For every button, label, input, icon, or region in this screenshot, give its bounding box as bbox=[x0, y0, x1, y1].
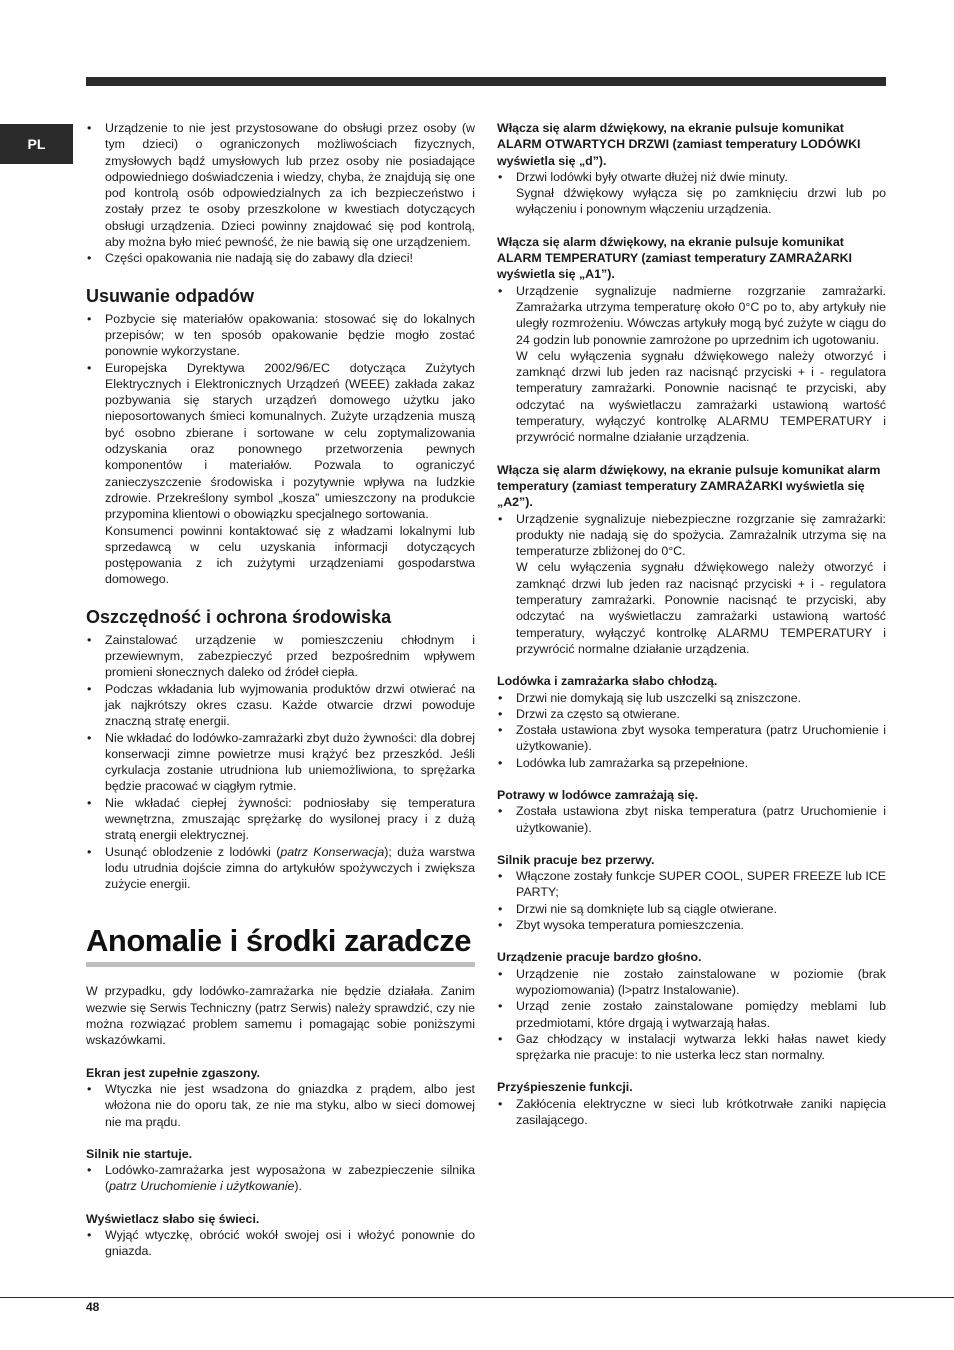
list-item: • Wyjąć wtyczkę, obrócić wokół swojej osi i włożyć ponownie do gniazda. bbox=[86, 1227, 475, 1260]
problem-solution-list bbox=[497, 283, 886, 446]
list-item-text: • Europejska Dyrektywa 2002/96/EC dotycząca Zużytych Elektrycznych i Elektronicznych Urządzeń (WEEE) zakłada zakaz pozbywania się starych urządzeń domowego użytku jako nieposortowanych śmieci komunalnych. Zużyte urządzenia muszą być osobno zbierane i sortowane w celu zoptymalizowania odzyskania oraz ponownego przetworzenia pewnych komponentów i materiałów. Pozwala to ograniczyć zanieczyszczenie środowiska i pozytywnie wpływa na ludzkie zdrowie. Przekreślony symbol „kosza” umieszczony na produkcie przypomina klientowi o obowiązku specjalnego sortowania. bbox=[105, 360, 475, 522]
list-item: • Podczas wkładania lub wyjmowania produktów drzwi otwierać na jak najkrótszy okres czasu. Każde otwarcie drzwi powoduje znaczną stratę energii. bbox=[86, 681, 475, 730]
cross-reference: patrz Uruchomienie i użytkowanie bbox=[109, 1179, 295, 1194]
problem-solution-list bbox=[497, 690, 886, 771]
list-item: • Została ustawiona zbyt niska temperatura (patrz Uruchomienie i użytkowanie). bbox=[497, 803, 886, 836]
problem-heading: Wyświetlacz słabo się świeci. bbox=[86, 1211, 260, 1226]
list-item: • Urządzenie to nie jest przystosowane do obsługi przez osoby (w tym dzieci) o ograniczonych możliwościach fizycznych, zmysłowych bądź umysłowych lub przez osoby nie posiadające odpowiedniego doświadczenia i wiedzy, chyba, że znajdują się one pod kontrolą osób odpowiedzialnych za ich bezpieczeństwo i zostały przez te osoby przeszkolone w kwestiach dotyczących obsługi urządzenia. Dzieci powinny znajdować się pod kontrolą, aby można było mieć pewność, że nie bawią się one urządzeniem. bbox=[86, 120, 475, 250]
section-heading-waste: Usuwanie odpadów bbox=[86, 285, 255, 306]
list-item: • Drzwi nie domykają się lub uszczelki są zniszczone. bbox=[497, 690, 886, 706]
list-item bbox=[86, 360, 475, 588]
top-rule bbox=[86, 77, 886, 86]
list-item: • Zbyt wysoka temperatura pomieszczenia. bbox=[497, 917, 886, 933]
list-item-continuation: Konsumenci powinni kontaktować się z władzami lokalnymi lub sprzedawcą w celu uzyskania informacji dotyczących postępowania z ich zużytymi urządzeniami gospodarstwa domowego. bbox=[105, 523, 475, 587]
list-item: • Została ustawiona zbyt wysoka temperatura (patrz Uruchomienie i użytkowanie). bbox=[497, 722, 886, 755]
list-item-text: • Drzwi lodówki były otwarte dłużej niż dwie minuty. bbox=[516, 169, 788, 184]
problem-solution-list bbox=[497, 868, 886, 933]
text-run: ); duża warstwa lodu utrudnia dojście zimna do artykułów spożywczych i zwiększa zużycie energii. bbox=[105, 844, 475, 892]
section-heading-saving: Oszczędność i ochrona środowiska bbox=[86, 606, 392, 627]
language-tab bbox=[0, 124, 73, 164]
list-item: • Wtyczka nie jest wsadzona do gniazdka z prądem, albo jest włożona nie do oporu tak, ze nie ma styku, albo w sieci domowej nie ma prądu. bbox=[86, 1081, 475, 1130]
list-item: • Gaz chłodzący w instalacji wytwarza lekki hałas nawet kiedy sprężarka nie pracuje: to nie usterka lecz stan normalny. bbox=[497, 1031, 886, 1064]
left-column bbox=[86, 120, 475, 1260]
page-number: 48 bbox=[86, 1300, 100, 1314]
saving-bullet-list bbox=[86, 632, 475, 893]
problem-heading: Włącza się alarm dźwiękowy, na ekranie pulsuje komunikat alarm temperatury (zamiast temperatury ZAMRAŻARKI wyświetla się „A2”). bbox=[497, 462, 881, 510]
list-item: • Zainstalować urządzenie w pomieszczeniu chłodnym i przewiewnym, zabezpieczyć przed bezpośrednim wpływem promieni słonecznych daleko od źródeł ciepła. bbox=[86, 632, 475, 681]
list-item-continuation: Sygnał dźwiękowy wyłącza się po zamknięciu drzwi lub po wyłączeniu i ponownym włączeniu urządzenia. bbox=[516, 186, 886, 217]
text-run: Usunąć oblodzenie z lodówki ( bbox=[105, 844, 281, 859]
problem-solution-list bbox=[497, 169, 886, 218]
troubleshooting-intro: W przypadku, gdy lodówko-zamrażarka nie będzie działała. Zanim wezwie się Serwis Techniczny (patrz Serwis) należy sprawdzić, czy nie można rozwiązać problem samemu i pomagając sobie poniższymi wskazówkami. bbox=[86, 984, 475, 1048]
text-run: ). bbox=[294, 1179, 302, 1194]
list-item bbox=[86, 844, 475, 893]
list-item: • Lodówka lub zamrażarka są przepełnione. bbox=[497, 755, 886, 771]
list-item-continuation: W celu wyłączenia sygnału dźwiękowego należy otworzyć i zamknąć drzwi lub jeden raz nacisnąć przyciski + i - regulatora temperatury zamrażarki. Ponownie nacisnąć te przyciski, aby odczytać na wyświetlaczu zamrażarki ustawioną wartość temperatury, wyłączyć kontrolkę ALARMU TEMPERATURY i przywrócić normalne działanie urządzenia. bbox=[516, 560, 886, 656]
problem-heading: Przyśpieszenie funkcji. bbox=[497, 1080, 633, 1095]
problem-solution-list bbox=[497, 1096, 886, 1129]
footer-rule bbox=[0, 1297, 954, 1298]
list-item-continuation: W celu wyłączenia sygnału dźwiękowego należy otworzyć i zamknąć drzwi lub jeden raz nacisnąć przyciski + i - regulatora temperatury zamrażarki. Ponownie nacisnąć te przyciski, aby odczytać na wyświetlaczu zamrażarki ustawioną wartość temperatury, wyłączyć kontrolkę ALARMU TEMPERATURY i przywrócić normalne działanie urządzenia. bbox=[516, 348, 886, 445]
problem-heading: Włącza się alarm dźwiękowy, na ekranie pulsuje komunikat ALARM TEMPERATURY (zamiast temperatury ZAMRAŻARKI wyświetla się „A1”). bbox=[497, 234, 852, 282]
problem-solution-list bbox=[86, 1162, 475, 1195]
list-item bbox=[86, 1162, 475, 1195]
list-item bbox=[497, 283, 886, 446]
list-item: • Części opakowania nie nadają się do zabawy dla dzieci! bbox=[86, 250, 475, 266]
problem-heading: Lodówka i zamrażarka słabo chłodzą. bbox=[497, 674, 718, 689]
list-item: • Włączone zostały funkcje SUPER COOL, SUPER FREEZE lub ICE PARTY; bbox=[497, 868, 886, 901]
problem-heading: Silnik nie startuje. bbox=[86, 1146, 193, 1161]
list-item: • Nie wkładać ciepłej żywności: podniosłaby się temperatura wewnętrzna, zmuszając sprężarkę do wysilonej pracy i z dużą stratą energii elektrycznej. bbox=[86, 795, 475, 844]
problem-heading: Urządzenie pracuje bardzo głośno. bbox=[497, 950, 702, 965]
problem-solution-list bbox=[497, 803, 886, 836]
problem-heading: Potrawy w lodówce zamrażają się. bbox=[497, 787, 699, 802]
list-item: • Zakłócenia elektryczne w sieci lub krótkotrwałe zaniki napięcia zasilającego. bbox=[497, 1096, 886, 1129]
waste-bullet-list bbox=[86, 311, 475, 588]
page-title: Anomalie i środki zaradcze bbox=[86, 922, 475, 967]
problem-solution-list bbox=[86, 1227, 475, 1260]
list-item: • Pozbycie się materiałów opakowania: stosować się do lokalnych przepisów; w ten sposób opakowanie będzie mogło zostać ponownie wykorzystane. bbox=[86, 311, 475, 360]
problem-heading: Ekran jest zupełnie zgaszony. bbox=[86, 1065, 260, 1080]
list-item: • Nie wkładać do lodówko-zamrażarki zbyt dużo żywności: dla dobrej konserwacji zimne powietrze musi krążyć bez przeszkód. Jeśli cyrkulacja zostanie utrudniona lub uniemożliwiona, to sprężarka będzie pracować w ciągłym rytmie. bbox=[86, 730, 475, 795]
list-item-text: • Urządzenie sygnalizuje niebezpieczne rozgrzanie się zamrażarki: produkty nie nadają się do spożycia. Zamrażalnik utrzyma się na temperaturze zbliżonej do 0°C. bbox=[516, 511, 886, 559]
text-run: Lodówko-zamrażarka jest wyposażona w zabezpieczenie silnika ( bbox=[105, 1163, 475, 1194]
list-item: • Urząd zenie zostało zainstalowane pomiędzy meblami lub przedmiotami, które drgają i wytwarzają hałas. bbox=[497, 998, 886, 1031]
problem-heading: Silnik pracuje bez przerwy. bbox=[497, 852, 655, 867]
list-item: • Drzwi nie są domknięte lub są ciągle otwierane. bbox=[497, 901, 886, 917]
problem-solution-list bbox=[497, 511, 886, 658]
list-item-text: • Urządzenie sygnalizuje nadmierne rozgrzanie zamrażarki. Zamrażarka utrzyma temperaturę około 0°C po to, aby artykuły nie uległy rozmrożeniu. Wówczas artykuły mogą być zużyte w ciągu do 24 godzin lub ponownie zamrożone po uprzednim ich ugotowaniu. bbox=[516, 283, 886, 347]
problem-solution-list bbox=[497, 966, 886, 1064]
cross-reference: patrz Konserwacja bbox=[280, 844, 385, 859]
list-item: • Drzwi za często są otwierane. bbox=[497, 706, 886, 722]
language-tab-label: PL bbox=[27, 136, 46, 152]
problem-solution-list bbox=[86, 1081, 475, 1130]
list-item bbox=[497, 511, 886, 658]
intro-bullet-list bbox=[86, 120, 475, 267]
list-item: • Urządzenie nie zostało zainstalowane w poziomie (brak wypoziomowania) (l>patrz Instalowanie). bbox=[497, 966, 886, 999]
list-item bbox=[497, 169, 886, 218]
right-column bbox=[497, 120, 886, 1128]
problem-heading: Włącza się alarm dźwiękowy, na ekranie pulsuje komunikat ALARM OTWARTYCH DRZWI (zamiast temperatury LODÓWKI wyświetla się „d”). bbox=[497, 121, 861, 168]
